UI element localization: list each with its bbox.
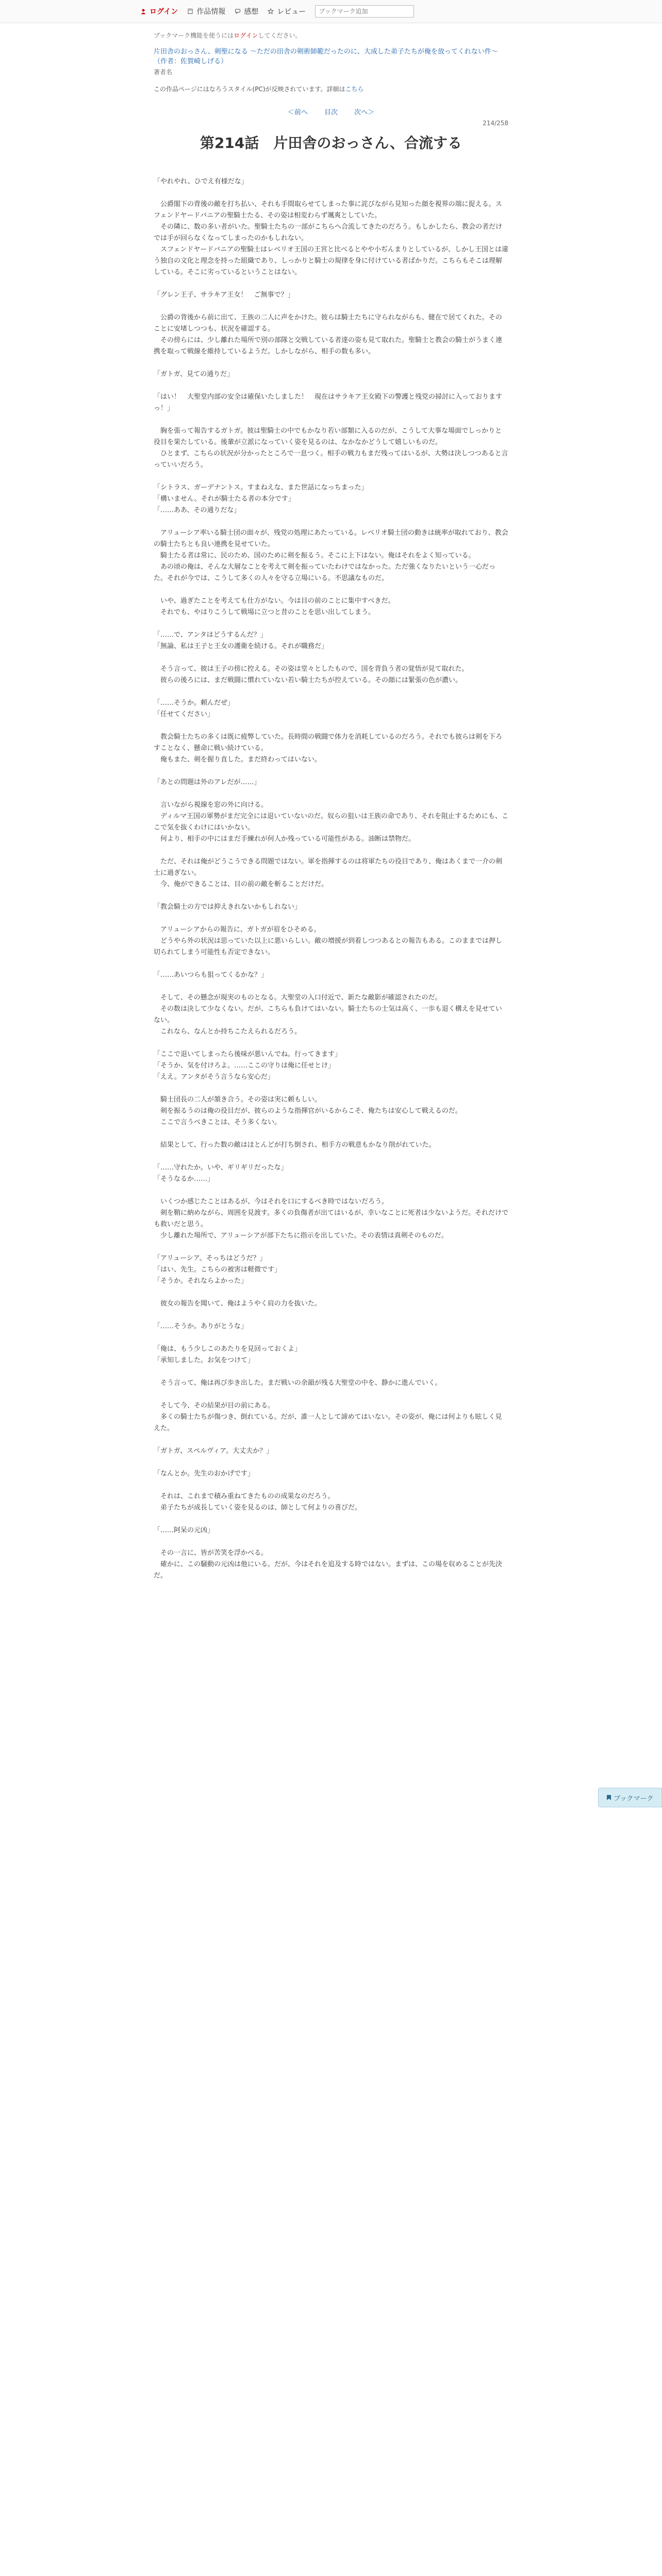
style-notice-link[interactable]: こちら [345, 86, 364, 93]
body-paragraph: 騎士団長の二人が頷き合う。その姿は実に頼もしい。 剣を振るうのは俺の役目だが、彼らのような指揮官がいるからこそ、俺たちは安心して戦えるのだ。 ここで言うべきことは、そう多くない。 [160, 1096, 462, 1126]
bookmark-notice-login-link[interactable]: ログイン [234, 32, 258, 39]
body-paragraph: 教会騎士たちの多くは既に疲弊していた。長時間の戦闘で体力を消耗しているのだろう。それでも彼らは剣を下ろすことなく、懸命に戦い続けている。 俺もまた、剣を握り直した。まだ終わってはいない。 [154, 733, 503, 764]
body-paragraph: 「ここで退いてしまったら後味が悪いんでね。行ってきます」 「そうか、気を付けろよ。……ここの守りは俺に任せとけ」 「ええ。アンタがそう言うなら安心だ」 [154, 1050, 342, 1081]
nav-review[interactable] [268, 6, 306, 16]
style-notice-text: この作品ページにはなろうスタイル(PC)が反映されています。詳細は [154, 86, 345, 93]
episode-title: 第214話 片田舎のおっさん、合流する [200, 134, 462, 151]
body-paragraph: 「ガトガ、見ての通りだ」 [154, 370, 234, 378]
body-paragraph: 「……守れたか。いや、ギリギリだったな」 「そうなるか……」 [154, 1164, 288, 1183]
body-paragraph: 彼女の報告を聞いて、俺はようやく肩の力を抜いた。 [154, 1300, 321, 1308]
body-paragraph: 「……そうか。ありがとうな」 [154, 1323, 248, 1330]
body-paragraph: その一言に、皆が苦笑を浮かべる。 確かに、この騒動の元凶は他にいる。だが、今はそれを追及する時ではない。まずは、この場を収めることが先決だ。 [154, 1549, 503, 1580]
body-paragraph: 公爵閣下の背後の敵を打ち払い、それも手間取らせてしまった事に詫びながら見知った顔を視界の端に捉える。スフェンドヤードバニアの聖騎士たる、その姿は相変わらず颯爽としていた。 その隣に、数の多い者がいた。聖騎士たちの一部がこちらへ合流してきたのだろう。もしかしたら、教会の者だけでは手が回らなくなってしまったのかもしれない。 スフェンドヤードバニアの聖騎士はレベリオ王国の王宮と比べるとやや小ぢんまりとしているが、しかし王国とは違う独自の文化と理念を持った組織であり、しっかりと騎士の規律を身に付けている者ばかりだ。こちらもそこは理解している。そこに劣っているということはない。 [154, 200, 508, 276]
bookmark-notice-prefix: ブックマーク機能を使うには [154, 32, 234, 39]
body-paragraph: 「アリューシア。そっちはどうだ？」 「はい、先生。こちらの被害は軽微です」 「そうか。それならよかった」 [154, 1255, 282, 1285]
nav-comments[interactable] [235, 6, 258, 16]
book-icon [187, 8, 193, 14]
body-paragraph: 「シトラス、ガーデナントス。すまねえな、また世話になっちまった」 「構いません。それが騎士たる者の本分です」 「……ああ、その通りだな」 [154, 484, 368, 514]
bookmark-icon [606, 1794, 611, 1801]
next-episode-link[interactable]: 次へ＞ [354, 109, 375, 116]
top-nav-inner [140, 5, 414, 18]
body-paragraph: アリューシアからの報告に、ガトガが眉をひそめる。 どうやら外の状況は思っていた以上に悪いらしい。敵の増援が到着しつつあるとの報告もある。このままでは押し切られてしまう可能性も否定できない。 [154, 926, 503, 956]
novel-main [154, 31, 508, 1593]
nav-review-label: レビュー [277, 8, 306, 16]
body-paragraph: いや、過ぎたことを考えても仕方がない。今は目の前のことに集中すべきだ。 それでも、やはりこうして戦場に立つと昔のことを思い出してしまう。 [160, 597, 395, 616]
nav-work-info-label: 作品情報 [196, 8, 226, 16]
body-paragraph: そして今、その結果が目の前にある。 多くの騎士たちが傷つき、倒れている。だが、誰一人として諦めてはいない。その姿が、俺には何よりも眩しく見えた。 [154, 1402, 502, 1432]
star-icon [268, 8, 274, 14]
user-icon [140, 8, 146, 14]
nav-comments-label: 感想 [244, 8, 259, 16]
body-paragraph: 「……あいつらも狙ってくるかな？」 [154, 971, 268, 979]
body-paragraph: そう言って、俺は再び歩き出した。まだ戦いの余韻が残る大聖堂の中を、静かに進んでいく。 [154, 1379, 442, 1387]
body-paragraph: 「あとの問題は外のアレだが……」 [154, 778, 261, 786]
episode-body [154, 176, 508, 1582]
top-nav-bar [0, 0, 662, 23]
body-paragraph: 「……そうか。頼んだぜ」 「任せてください」 [154, 699, 235, 718]
bookmark-button[interactable] [598, 1788, 662, 1807]
body-paragraph: 「ガトガ、スペルヴィア。大丈夫か？」 [154, 1447, 273, 1455]
toc-link[interactable]: 目次 [324, 109, 338, 116]
bookmark-button-label: ブックマーク [614, 1794, 654, 1803]
bookmark-notice-suffix: してください。 [258, 32, 302, 39]
style-notice [154, 84, 508, 93]
body-paragraph: 言いながら視線を窓の外に向ける。 ディルマ王国の軍勢がまだ完全には退いていないのだ。奴らの狙いは王族の命であり、それを阻止するためにも、ここで気を抜くわけにはいかない。 何より、相手の中にはまだ手練れが何人か残っている可能性がある。油断は禁物だ。 [154, 801, 508, 843]
comment-icon [235, 8, 241, 14]
work-title-link[interactable]: 片田舎のおっさん、剣聖になる ～ただの田舎の剣術師範だったのに、大成した弟子たちが俺を放ってくれない件～（作者：佐賀崎しげる） [154, 48, 498, 65]
body-paragraph: 「……で、アンタはどうするんだ？」 「無論、私は王子と王女の護衛を続ける。それが職務だ」 [154, 631, 328, 650]
episode-count: 214/258 [483, 120, 508, 127]
body-paragraph: いくつか感じたことはあるが、今はそれを口にするべき時ではないだろう。 剣を鞘に納めながら、周囲を見渡す。多くの負傷者が出てはいるが、幸いなことに死者は少ないようだ。それだけでも救いだと思う。 少し離れた場所で、アリューシアが部下たちに指示を出していた。その表情は真剣そのものだ。 [154, 1198, 508, 1240]
body-paragraph: ただ、それは俺がどうこうできる問題ではない。軍を指揮するのは将軍たちの役目であり、俺はあくまで一介の剣士に過ぎない。 今、俺ができることは、目の前の敵を斬ることだけだ。 [154, 858, 503, 888]
body-paragraph: 「やれやれ、ひでえ有様だな」 [154, 178, 248, 185]
body-paragraph: 公爵の背後から前に出て、王族の二人に声をかけた。彼らは騎士たちに守られながらも、健在で居てくれた。そのことに安堵しつつも、状況を確認する。 その傍らには、少し離れた場所で別の部隊と交戦している者達の姿も見て取れた。聖騎士と教会の騎士がうまく連携を取って戦線を維持しているようだ。しかしながら、相手の数も多い。 [154, 314, 503, 355]
body-paragraph: 「俺は、もう少しこのあたりを見回っておくよ」 「承知しました。お気をつけて」 [154, 1345, 302, 1364]
body-paragraph: 「はい！ 大聖堂内部の安全は確保いたしました！ 現在はサラキア王女殿下の警護と残党の掃討に入っておりますっ！」 [154, 393, 503, 412]
body-paragraph: そして、その懸念が現実のものとなる。大聖堂の入口付近で、新たな敵影が確認されたのだ。 その数は決して少なくない。だが、こちらも負けてはいない。騎士たちの士気は高く、一歩も退く構えを見せていない。 これなら、なんとか持ちこたえられるだろう。 [154, 994, 502, 1036]
body-paragraph: そう言って、彼は王子の傍に控える。その姿は堂々としたもので、国を背負う者の覚悟が見て取れた。 彼らの後ろには、まだ戦闘に慣れていない若い騎士たちが控えている。その顔には緊張の色が濃い。 [160, 665, 469, 684]
body-paragraph: 「グレン王子、サラキア王女！ ご無事で？」 [154, 291, 294, 299]
body-paragraph: それは、これまで積み重ねてきたものの成果なのだろう。 弟子たちが成長していく姿を見るのは、師として何よりの喜びだ。 [160, 1493, 362, 1512]
nav-work-info[interactable] [187, 6, 225, 16]
bookmark-add-input[interactable] [315, 5, 414, 18]
prev-episode-link[interactable]: ＜前へ [287, 109, 308, 116]
login-label: ログイン [150, 8, 178, 16]
body-paragraph: アリューシア率いる騎士団の面々が、残党の処理にあたっている。レベリオ騎士団の動きは統率が取れており、教会の騎士たちとも良い連携を見せていた。 騎士たる者は常に、民のため、国のために剣を振るう。そこに上下はない。俺はそれをよく知っている。 あの頃の俺は、そんな大層なことを考えて剣を振っていたわけではなかった。ただ強くなりたいという一心だった。それが今では、こうして多くの人々を守る立場にいる。不思議なものだ。 [154, 529, 508, 582]
body-paragraph: 「なんとか。先生のおかげです」 [154, 1470, 255, 1478]
episode-pager [154, 107, 508, 116]
login-link[interactable] [140, 6, 178, 16]
body-paragraph: 結果として、行った数の敵はほとんどが打ち倒され、相手方の戦意もかなり削がれていた。 [154, 1141, 436, 1149]
body-paragraph: 「……阿呆の元凶」 [154, 1527, 214, 1534]
body-paragraph: 「教会騎士の方では抑えきれないかもしれない」 [154, 903, 302, 911]
bookmark-login-notice [154, 31, 508, 40]
body-paragraph: 胸を張って報告するガトガ。彼は聖騎士の中でもかなり若い部類に入るのだが、こうして大事な場面でしっかりと役目を果たしている。後輩が立派になっていく姿を見るのは、なかなかどうして嬉しいものだ。 ひとまず、こちらの状況が分かったところで一息つく。相手の戦力もまだ残ってはいるが、大勢は決しつつあると言っていいだろう。 [154, 427, 508, 469]
author-name: 著者名 [154, 69, 173, 76]
